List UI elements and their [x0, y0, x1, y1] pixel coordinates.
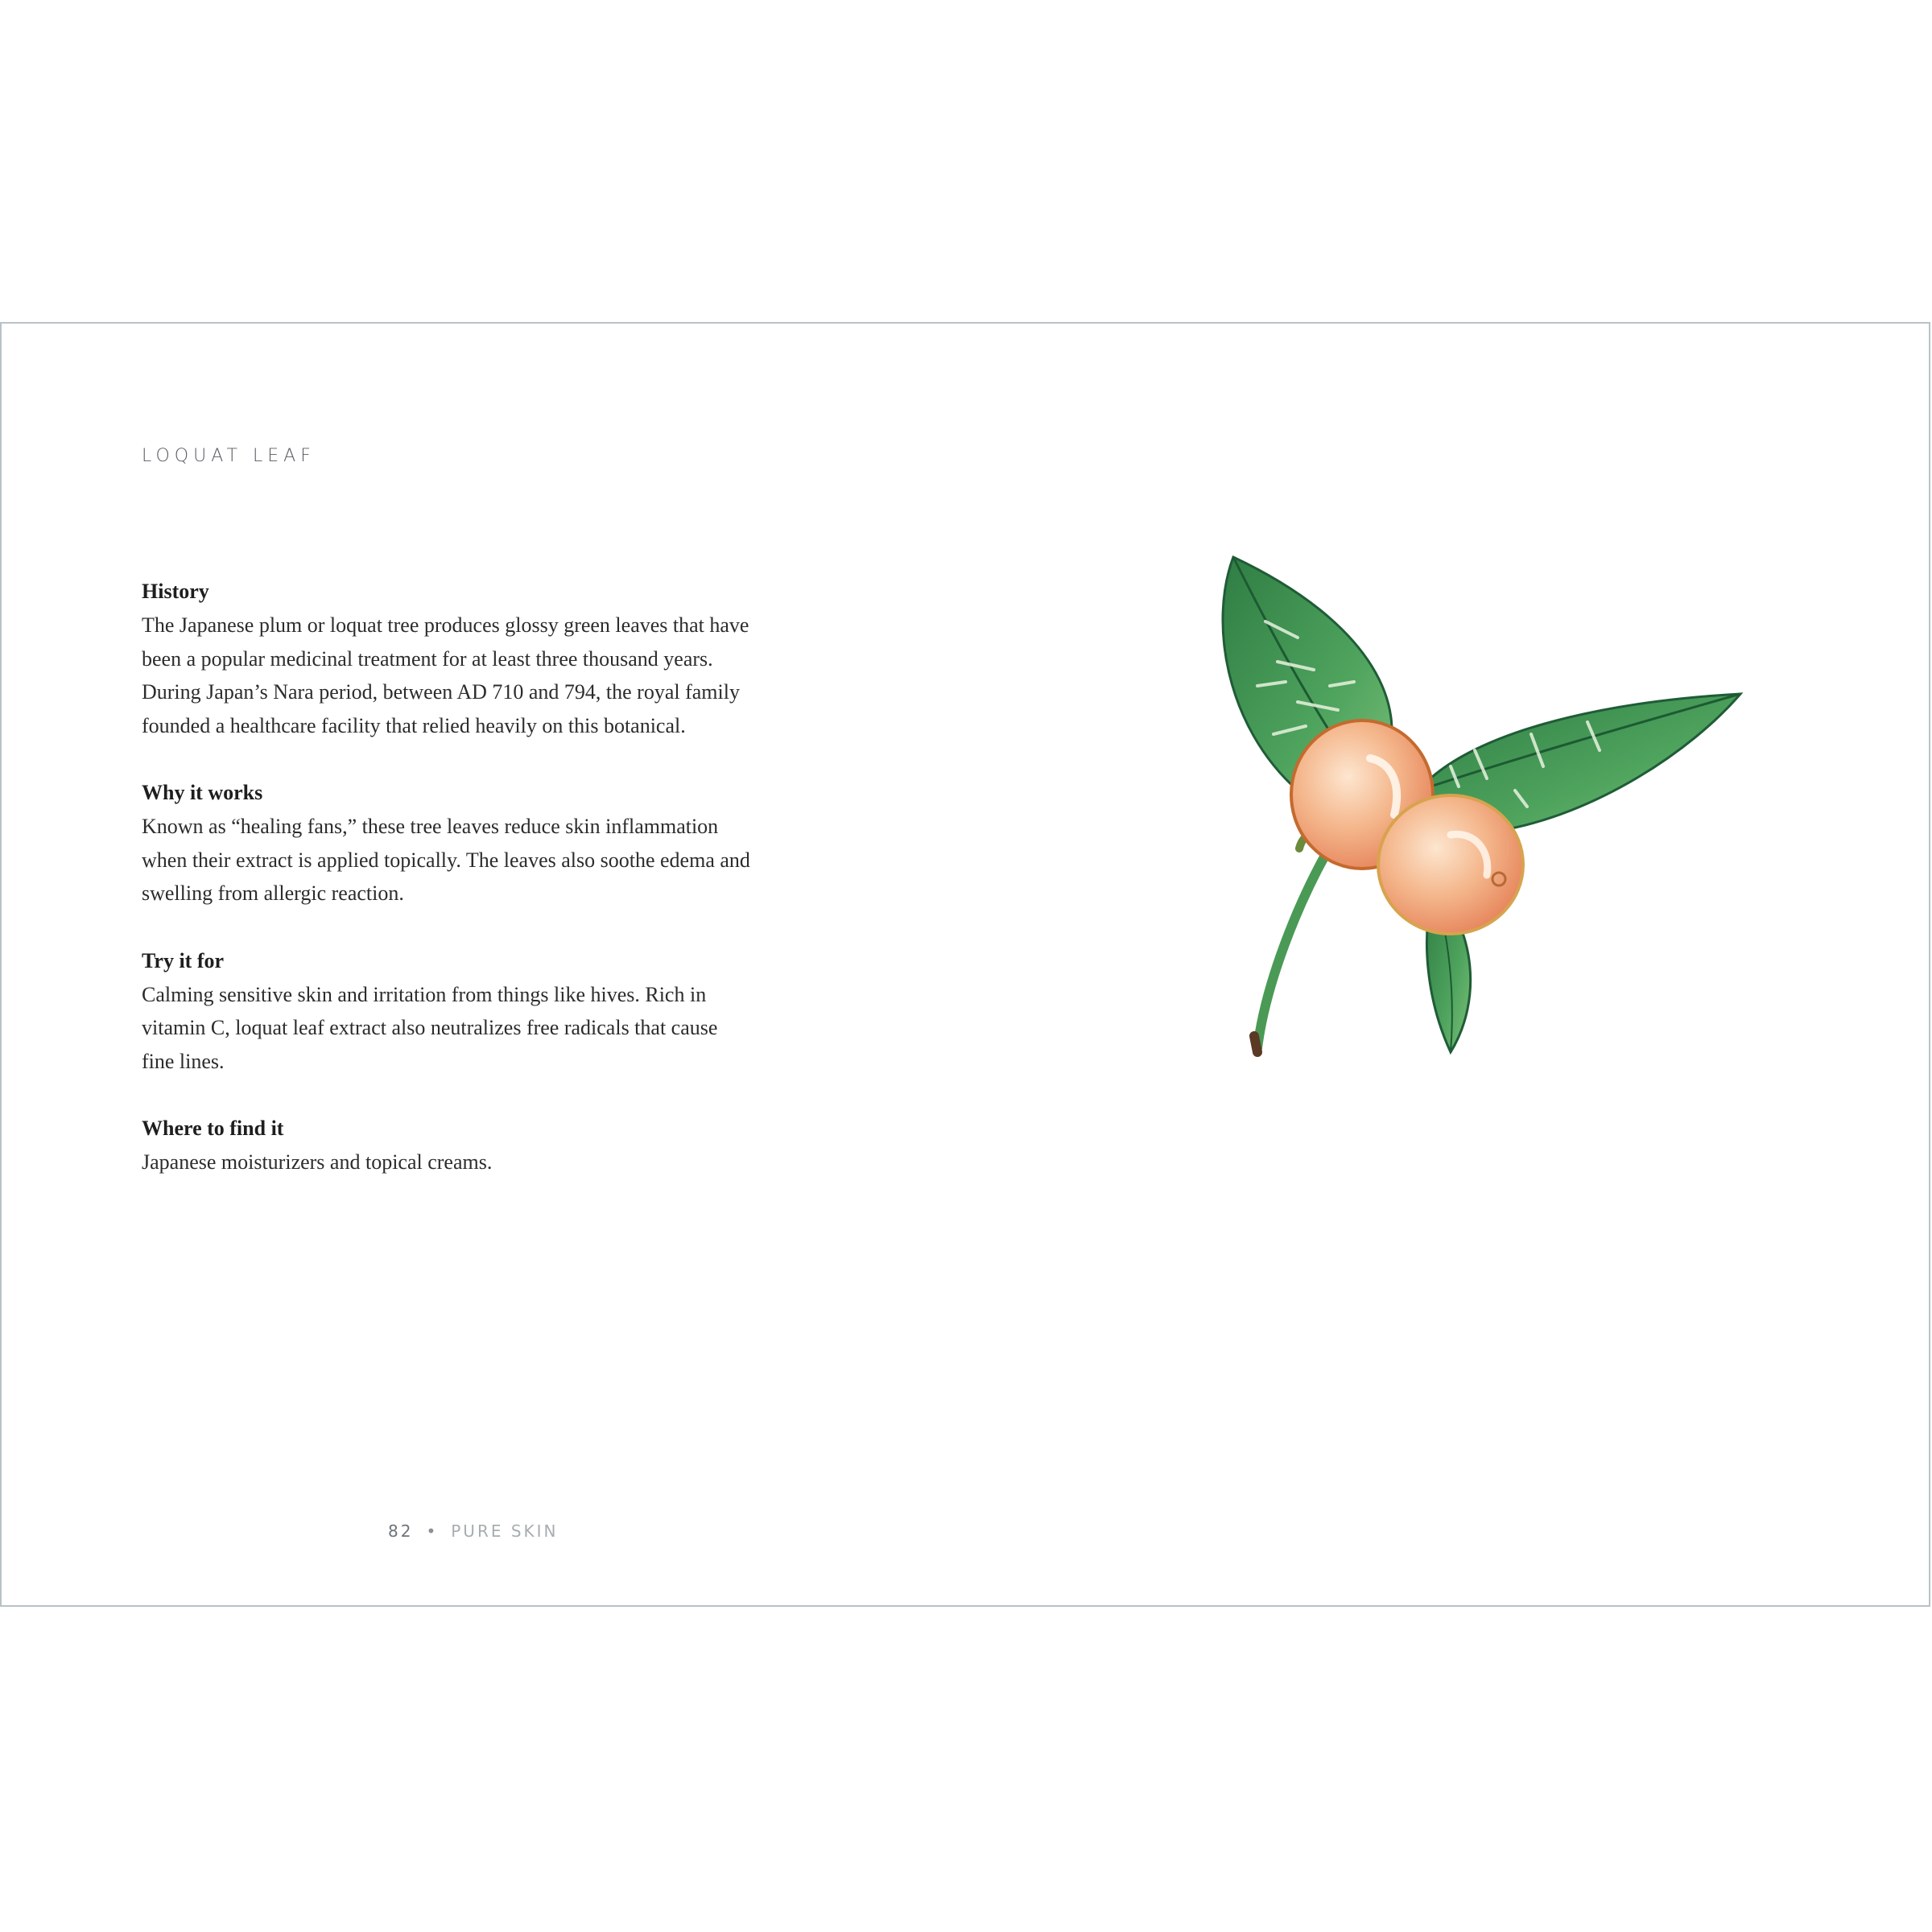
loquat-branch-illustration [1209, 549, 1757, 1064]
paragraph [142, 609, 818, 742]
text-line: swelling from allergic reaction. [142, 881, 404, 905]
section-heading: Why it works [142, 781, 263, 804]
fruit-right [1378, 795, 1523, 934]
text-line: vitamin C, loquat leaf extract also neutralizes free radicals that cause [142, 1016, 718, 1039]
text-line: Japanese moisturizers and topical creams. [142, 1150, 493, 1174]
paragraph [142, 978, 818, 1079]
running-head: LOQUAT LEAF [142, 446, 316, 466]
text-line: been a popular medicinal treatment for at least three thousand years. [142, 646, 713, 671]
stem-tip [1254, 1036, 1257, 1052]
section-heading: Where to find it [142, 1117, 284, 1140]
book-title: PURE SKIN [451, 1521, 559, 1541]
page-number: 82 [388, 1521, 414, 1541]
text-line: when their extract is applied topically. The leaves also soothe edema and [142, 848, 750, 872]
section-heading: Try it for [142, 948, 225, 972]
paragraph [142, 810, 818, 910]
article-body [142, 575, 818, 1213]
text-line: Known as “healing fans,” these tree leaves reduce skin inflammation [142, 815, 719, 838]
footer-separator: • [426, 1521, 439, 1541]
section-history [142, 575, 818, 742]
text-line: During Japan’s Nara period, between AD 710 and 794, the royal family [142, 680, 740, 704]
section-why-it-works [142, 776, 818, 910]
paragraph [142, 1146, 818, 1179]
book-spread [0, 322, 1930, 1607]
text-line: founded a healthcare facility that relied heavily on this botanical. [142, 713, 686, 737]
text-line: fine lines. [142, 1049, 225, 1073]
section-try-it-for [142, 944, 818, 1079]
text-line: Calming sensitive skin and irritation from things like hives. Rich in [142, 982, 707, 1006]
page-footer [388, 1521, 559, 1541]
section-where-to-find-it [142, 1112, 818, 1179]
text-line: The Japanese plum or loquat tree produces glossy green leaves that have [142, 613, 749, 637]
section-heading: History [142, 580, 209, 603]
